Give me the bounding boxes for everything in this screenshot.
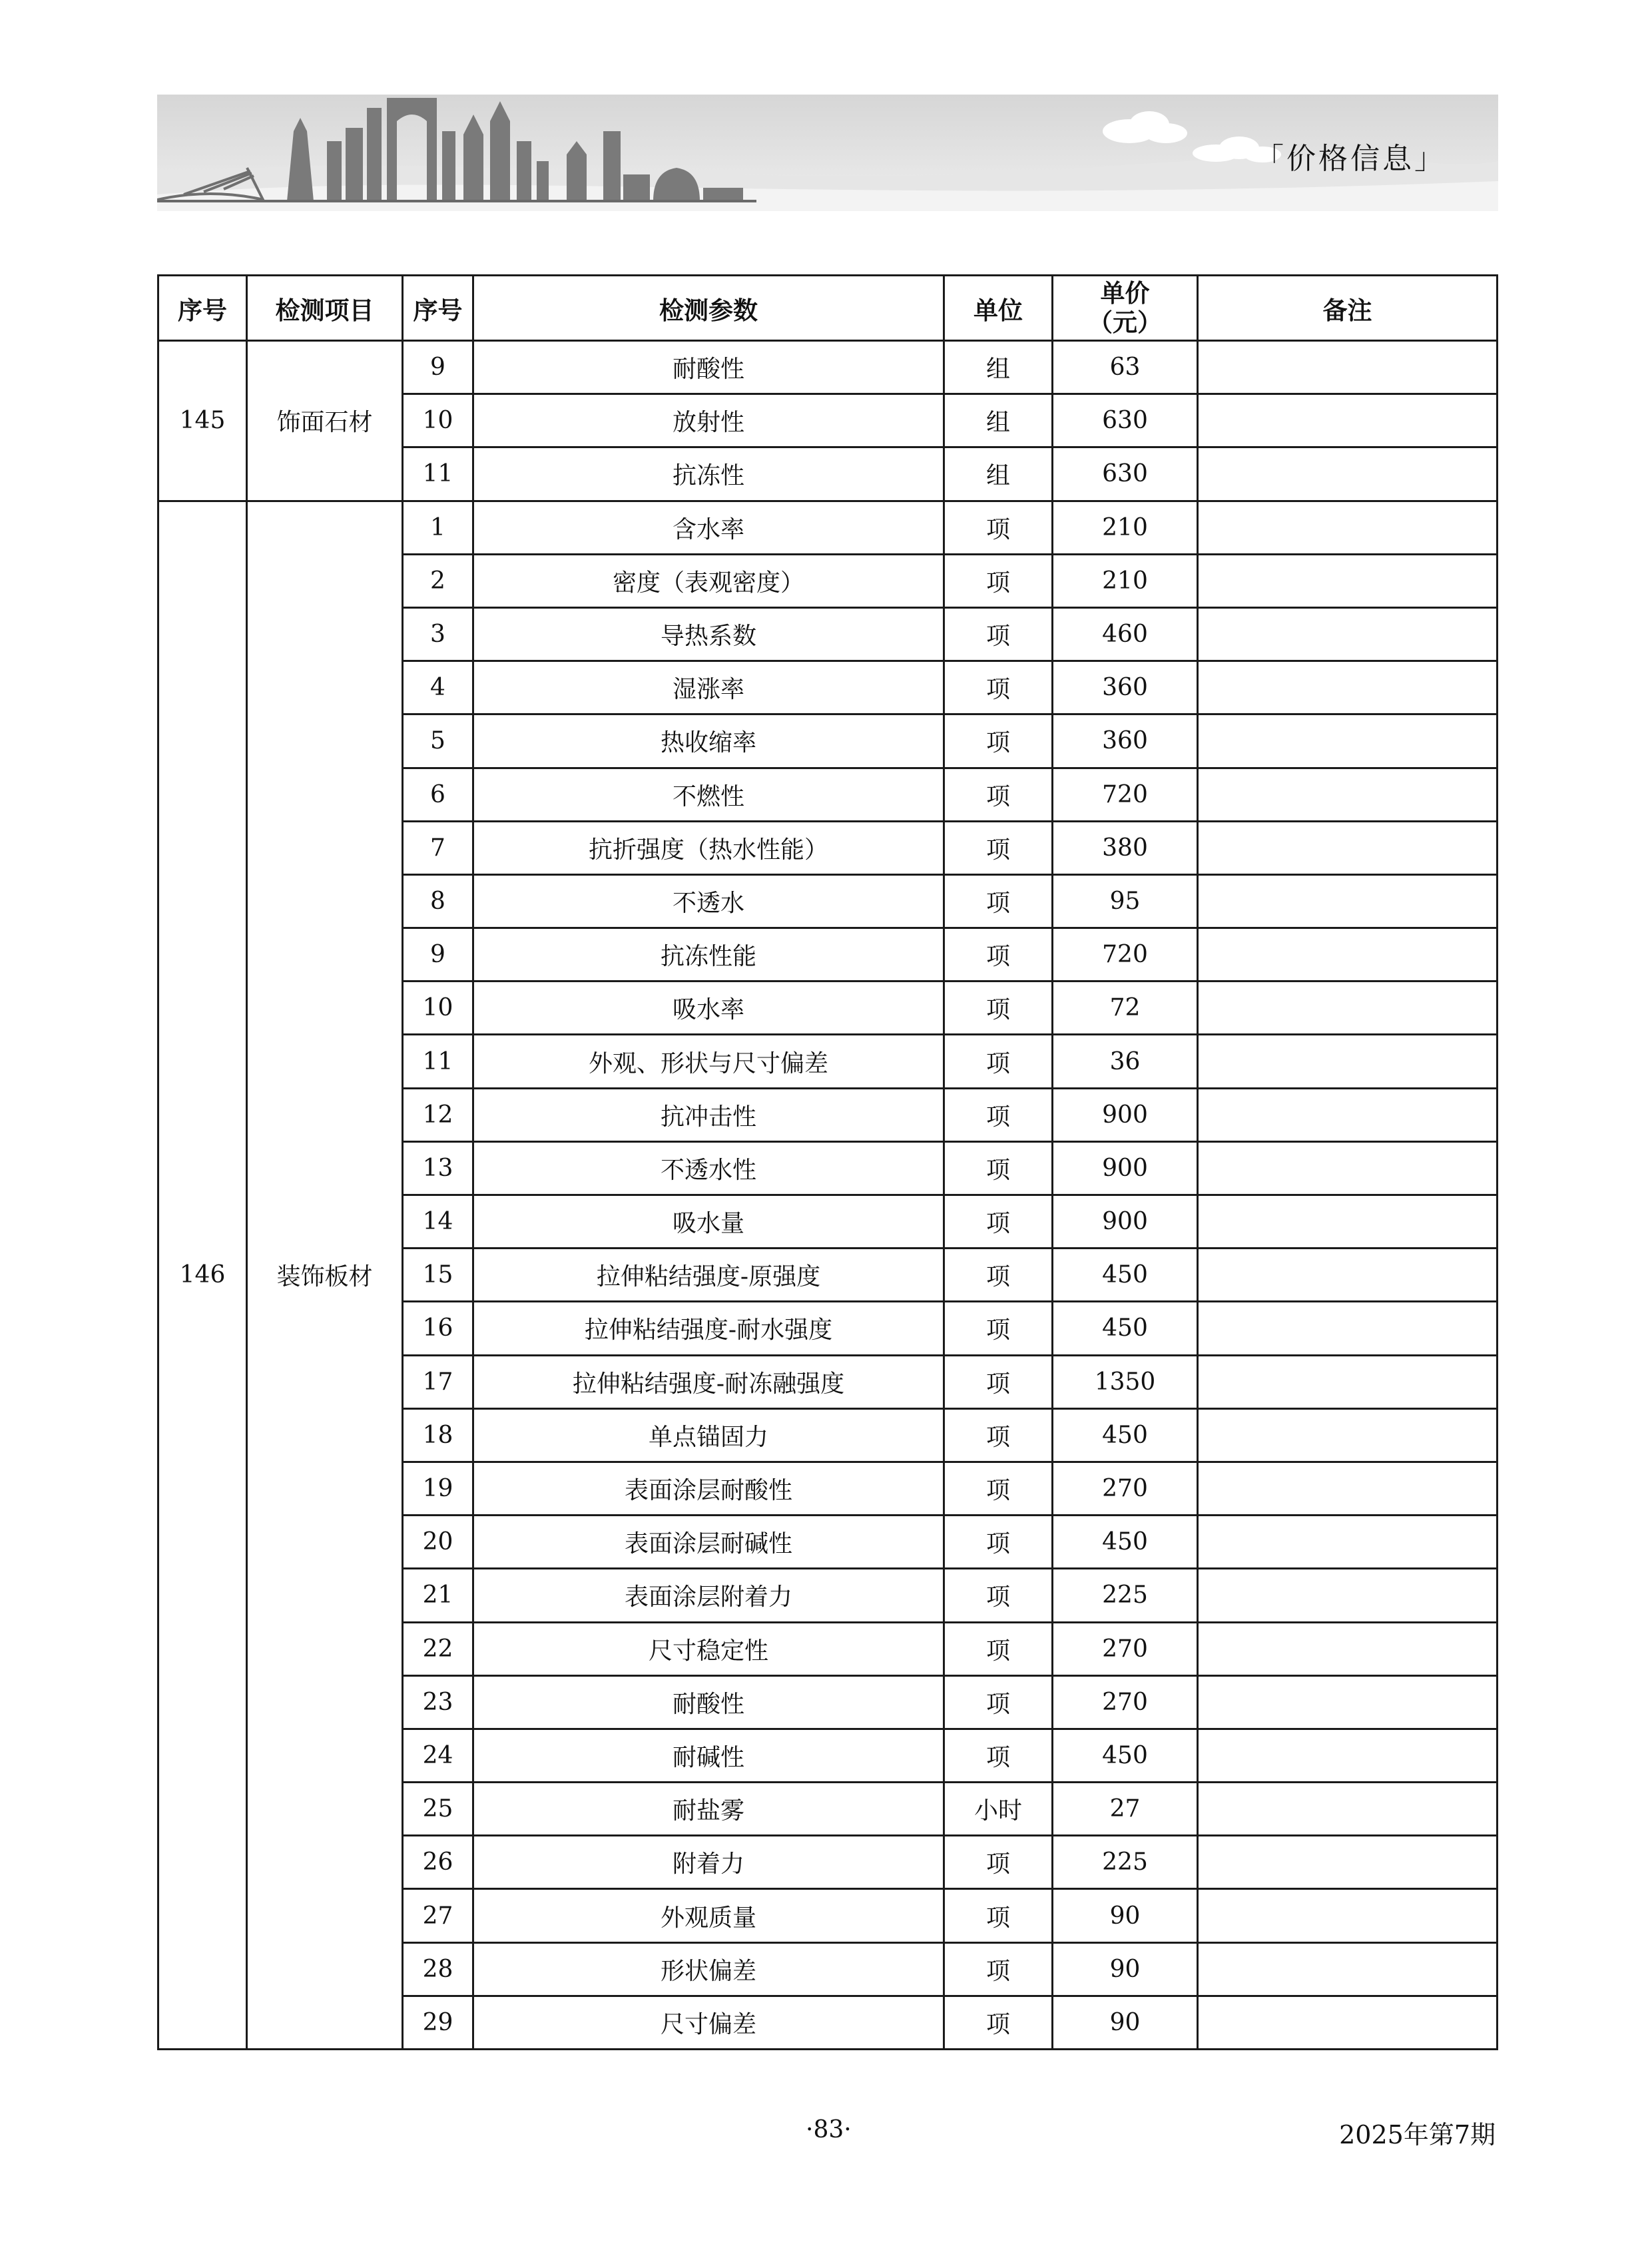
sub-idx-cell: 16 bbox=[403, 1302, 473, 1355]
table-header-row bbox=[158, 276, 1498, 341]
param-cell: 拉伸粘结强度-原强度 bbox=[473, 1249, 944, 1302]
sub-idx-cell: 21 bbox=[403, 1569, 473, 1622]
sub-idx-cell: 8 bbox=[403, 874, 473, 928]
price-cell: 90 bbox=[1053, 1942, 1198, 1996]
unit-cell: 项 bbox=[944, 1675, 1053, 1729]
sub-idx-cell: 3 bbox=[403, 607, 473, 661]
param-cell: 尺寸偏差 bbox=[473, 1996, 944, 2049]
header-unit: 单位 bbox=[944, 276, 1053, 341]
unit-cell: 组 bbox=[944, 394, 1053, 447]
sub-idx-cell: 29 bbox=[403, 1996, 473, 2049]
note-cell bbox=[1198, 1462, 1498, 1515]
sub-idx-cell: 28 bbox=[403, 1942, 473, 1996]
unit-cell: 项 bbox=[944, 1462, 1053, 1515]
unit-cell: 组 bbox=[944, 341, 1053, 394]
param-cell: 导热系数 bbox=[473, 607, 944, 661]
note-cell bbox=[1198, 1516, 1498, 1569]
sub-idx-cell: 11 bbox=[403, 1035, 473, 1088]
sub-idx-cell: 18 bbox=[403, 1408, 473, 1462]
group-idx-cell: 145 bbox=[158, 341, 247, 501]
param-cell: 密度（表观密度） bbox=[473, 554, 944, 607]
param-cell: 吸水率 bbox=[473, 981, 944, 1035]
price-cell: 360 bbox=[1053, 714, 1198, 768]
unit-cell: 小时 bbox=[944, 1783, 1053, 1836]
unit-cell: 项 bbox=[944, 1836, 1053, 1889]
note-cell bbox=[1198, 1035, 1498, 1088]
unit-cell: 项 bbox=[944, 1195, 1053, 1249]
note-cell bbox=[1198, 1569, 1498, 1622]
param-cell: 外观质量 bbox=[473, 1889, 944, 1942]
sub-idx-cell: 10 bbox=[403, 394, 473, 447]
unit-cell: 项 bbox=[944, 1141, 1053, 1195]
note-cell bbox=[1198, 928, 1498, 981]
note-cell bbox=[1198, 1088, 1498, 1141]
param-cell: 单点锚固力 bbox=[473, 1408, 944, 1462]
param-cell: 表面涂层耐酸性 bbox=[473, 1462, 944, 1515]
unit-cell: 项 bbox=[944, 1942, 1053, 1996]
price-cell: 460 bbox=[1053, 607, 1198, 661]
param-cell: 抗冻性 bbox=[473, 447, 944, 501]
sub-idx-cell: 26 bbox=[403, 1836, 473, 1889]
sub-idx-cell: 9 bbox=[403, 928, 473, 981]
param-cell: 耐酸性 bbox=[473, 341, 944, 394]
param-cell: 耐盐雾 bbox=[473, 1783, 944, 1836]
unit-cell: 项 bbox=[944, 1729, 1053, 1782]
price-cell: 360 bbox=[1053, 661, 1198, 714]
price-cell: 95 bbox=[1053, 874, 1198, 928]
param-cell: 含水率 bbox=[473, 501, 944, 554]
unit-cell: 项 bbox=[944, 821, 1053, 874]
sub-idx-cell: 11 bbox=[403, 447, 473, 501]
sub-idx-cell: 7 bbox=[403, 821, 473, 874]
price-cell: 225 bbox=[1053, 1836, 1198, 1889]
sub-idx-cell: 25 bbox=[403, 1783, 473, 1836]
unit-cell: 组 bbox=[944, 447, 1053, 501]
param-cell: 吸水量 bbox=[473, 1195, 944, 1249]
header-price-label: 单价 bbox=[1100, 278, 1150, 308]
sub-idx-cell: 13 bbox=[403, 1141, 473, 1195]
group-item-cell: 装饰板材 bbox=[247, 501, 403, 2049]
price-cell: 450 bbox=[1053, 1302, 1198, 1355]
price-cell: 210 bbox=[1053, 554, 1198, 607]
price-cell: 720 bbox=[1053, 768, 1198, 821]
price-cell: 1350 bbox=[1053, 1355, 1198, 1408]
param-cell: 拉伸粘结强度-耐水强度 bbox=[473, 1302, 944, 1355]
price-cell: 450 bbox=[1053, 1249, 1198, 1302]
note-cell bbox=[1198, 1302, 1498, 1355]
param-cell: 放射性 bbox=[473, 394, 944, 447]
price-table bbox=[157, 274, 1498, 2050]
note-cell bbox=[1198, 874, 1498, 928]
unit-cell: 项 bbox=[944, 1249, 1053, 1302]
param-cell: 附着力 bbox=[473, 1836, 944, 1889]
param-cell: 形状偏差 bbox=[473, 1942, 944, 1996]
page-number: ·83· bbox=[806, 2116, 852, 2143]
price-cell: 380 bbox=[1053, 821, 1198, 874]
group-item-cell: 饰面石材 bbox=[247, 341, 403, 501]
table-row bbox=[158, 341, 1498, 394]
unit-cell: 项 bbox=[944, 768, 1053, 821]
header-price-unit: （元） bbox=[1088, 308, 1162, 337]
sub-idx-cell: 10 bbox=[403, 981, 473, 1035]
note-cell bbox=[1198, 768, 1498, 821]
price-cell: 630 bbox=[1053, 447, 1198, 501]
note-cell bbox=[1198, 1355, 1498, 1408]
price-cell: 270 bbox=[1053, 1675, 1198, 1729]
unit-cell: 项 bbox=[944, 714, 1053, 768]
sub-idx-cell: 15 bbox=[403, 1249, 473, 1302]
header-item: 检测项目 bbox=[247, 276, 403, 341]
sub-idx-cell: 12 bbox=[403, 1088, 473, 1141]
note-cell bbox=[1198, 1942, 1498, 1996]
param-cell: 不透水性 bbox=[473, 1141, 944, 1195]
unit-cell: 项 bbox=[944, 501, 1053, 554]
sub-idx-cell: 17 bbox=[403, 1355, 473, 1408]
note-cell bbox=[1198, 554, 1498, 607]
note-cell bbox=[1198, 714, 1498, 768]
header-banner bbox=[157, 95, 1498, 211]
sub-idx-cell: 5 bbox=[403, 714, 473, 768]
price-cell: 90 bbox=[1053, 1996, 1198, 2049]
unit-cell: 项 bbox=[944, 554, 1053, 607]
header-param: 检测参数 bbox=[473, 276, 944, 341]
param-cell: 耐碱性 bbox=[473, 1729, 944, 1782]
unit-cell: 项 bbox=[944, 981, 1053, 1035]
sub-idx-cell: 22 bbox=[403, 1622, 473, 1675]
note-cell bbox=[1198, 1889, 1498, 1942]
price-cell: 72 bbox=[1053, 981, 1198, 1035]
price-cell: 900 bbox=[1053, 1195, 1198, 1249]
table-body bbox=[158, 341, 1498, 2050]
param-cell: 湿涨率 bbox=[473, 661, 944, 714]
header-price bbox=[1053, 276, 1198, 341]
param-cell: 热收缩率 bbox=[473, 714, 944, 768]
unit-cell: 项 bbox=[944, 1408, 1053, 1462]
price-cell: 27 bbox=[1053, 1783, 1198, 1836]
header-sub-idx: 序号 bbox=[403, 276, 473, 341]
sub-idx-cell: 1 bbox=[403, 501, 473, 554]
param-cell: 表面涂层附着力 bbox=[473, 1569, 944, 1622]
note-cell bbox=[1198, 447, 1498, 501]
note-cell bbox=[1198, 394, 1498, 447]
sub-idx-cell: 23 bbox=[403, 1675, 473, 1729]
param-cell: 不燃性 bbox=[473, 768, 944, 821]
price-cell: 270 bbox=[1053, 1622, 1198, 1675]
unit-cell: 项 bbox=[944, 1516, 1053, 1569]
header-note: 备注 bbox=[1198, 276, 1498, 341]
note-cell bbox=[1198, 1675, 1498, 1729]
note-cell bbox=[1198, 1729, 1498, 1782]
note-cell bbox=[1198, 661, 1498, 714]
price-cell: 900 bbox=[1053, 1088, 1198, 1141]
issue-label: 2025年第7期 bbox=[1339, 2120, 1496, 2149]
unit-cell: 项 bbox=[944, 928, 1053, 981]
table-row bbox=[158, 501, 1498, 554]
price-cell: 210 bbox=[1053, 501, 1198, 554]
note-cell bbox=[1198, 1836, 1498, 1889]
price-cell: 450 bbox=[1053, 1729, 1198, 1782]
price-cell: 36 bbox=[1053, 1035, 1198, 1088]
param-cell: 抗冻性能 bbox=[473, 928, 944, 981]
param-cell: 表面涂层耐碱性 bbox=[473, 1516, 944, 1569]
unit-cell: 项 bbox=[944, 1355, 1053, 1408]
header-idx: 序号 bbox=[158, 276, 247, 341]
sub-idx-cell: 9 bbox=[403, 341, 473, 394]
note-cell bbox=[1198, 501, 1498, 554]
price-cell: 90 bbox=[1053, 1889, 1198, 1942]
price-cell: 720 bbox=[1053, 928, 1198, 981]
note-cell bbox=[1198, 1141, 1498, 1195]
unit-cell: 项 bbox=[944, 1088, 1053, 1141]
section-title: 「价格信息」 bbox=[1254, 142, 1446, 176]
note-cell bbox=[1198, 821, 1498, 874]
unit-cell: 项 bbox=[944, 874, 1053, 928]
unit-cell: 项 bbox=[944, 661, 1053, 714]
param-cell: 耐酸性 bbox=[473, 1675, 944, 1729]
sub-idx-cell: 27 bbox=[403, 1889, 473, 1942]
sub-idx-cell: 14 bbox=[403, 1195, 473, 1249]
note-cell bbox=[1198, 1249, 1498, 1302]
note-cell bbox=[1198, 1622, 1498, 1675]
sub-idx-cell: 24 bbox=[403, 1729, 473, 1782]
sub-idx-cell: 2 bbox=[403, 554, 473, 607]
price-cell: 270 bbox=[1053, 1462, 1198, 1515]
sub-idx-cell: 4 bbox=[403, 661, 473, 714]
param-cell: 抗冲击性 bbox=[473, 1088, 944, 1141]
param-cell: 外观、形状与尺寸偏差 bbox=[473, 1035, 944, 1088]
note-cell bbox=[1198, 341, 1498, 394]
unit-cell: 项 bbox=[944, 1302, 1053, 1355]
sub-idx-cell: 6 bbox=[403, 768, 473, 821]
note-cell bbox=[1198, 1408, 1498, 1462]
unit-cell: 项 bbox=[944, 607, 1053, 661]
note-cell bbox=[1198, 981, 1498, 1035]
sub-idx-cell: 19 bbox=[403, 1462, 473, 1515]
param-cell: 不透水 bbox=[473, 874, 944, 928]
unit-cell: 项 bbox=[944, 1569, 1053, 1622]
unit-cell: 项 bbox=[944, 1996, 1053, 2049]
group-idx-cell: 146 bbox=[158, 501, 247, 2049]
note-cell bbox=[1198, 1195, 1498, 1249]
sub-idx-cell: 20 bbox=[403, 1516, 473, 1569]
unit-cell: 项 bbox=[944, 1889, 1053, 1942]
price-cell: 450 bbox=[1053, 1408, 1198, 1462]
price-cell: 630 bbox=[1053, 394, 1198, 447]
price-cell: 900 bbox=[1053, 1141, 1198, 1195]
price-cell: 63 bbox=[1053, 341, 1198, 394]
price-cell: 225 bbox=[1053, 1569, 1198, 1622]
unit-cell: 项 bbox=[944, 1622, 1053, 1675]
note-cell bbox=[1198, 1996, 1498, 2049]
param-cell: 拉伸粘结强度-耐冻融强度 bbox=[473, 1355, 944, 1408]
param-cell: 尺寸稳定性 bbox=[473, 1622, 944, 1675]
note-cell bbox=[1198, 1783, 1498, 1836]
price-cell: 450 bbox=[1053, 1516, 1198, 1569]
note-cell bbox=[1198, 607, 1498, 661]
unit-cell: 项 bbox=[944, 1035, 1053, 1088]
param-cell: 抗折强度（热水性能） bbox=[473, 821, 944, 874]
